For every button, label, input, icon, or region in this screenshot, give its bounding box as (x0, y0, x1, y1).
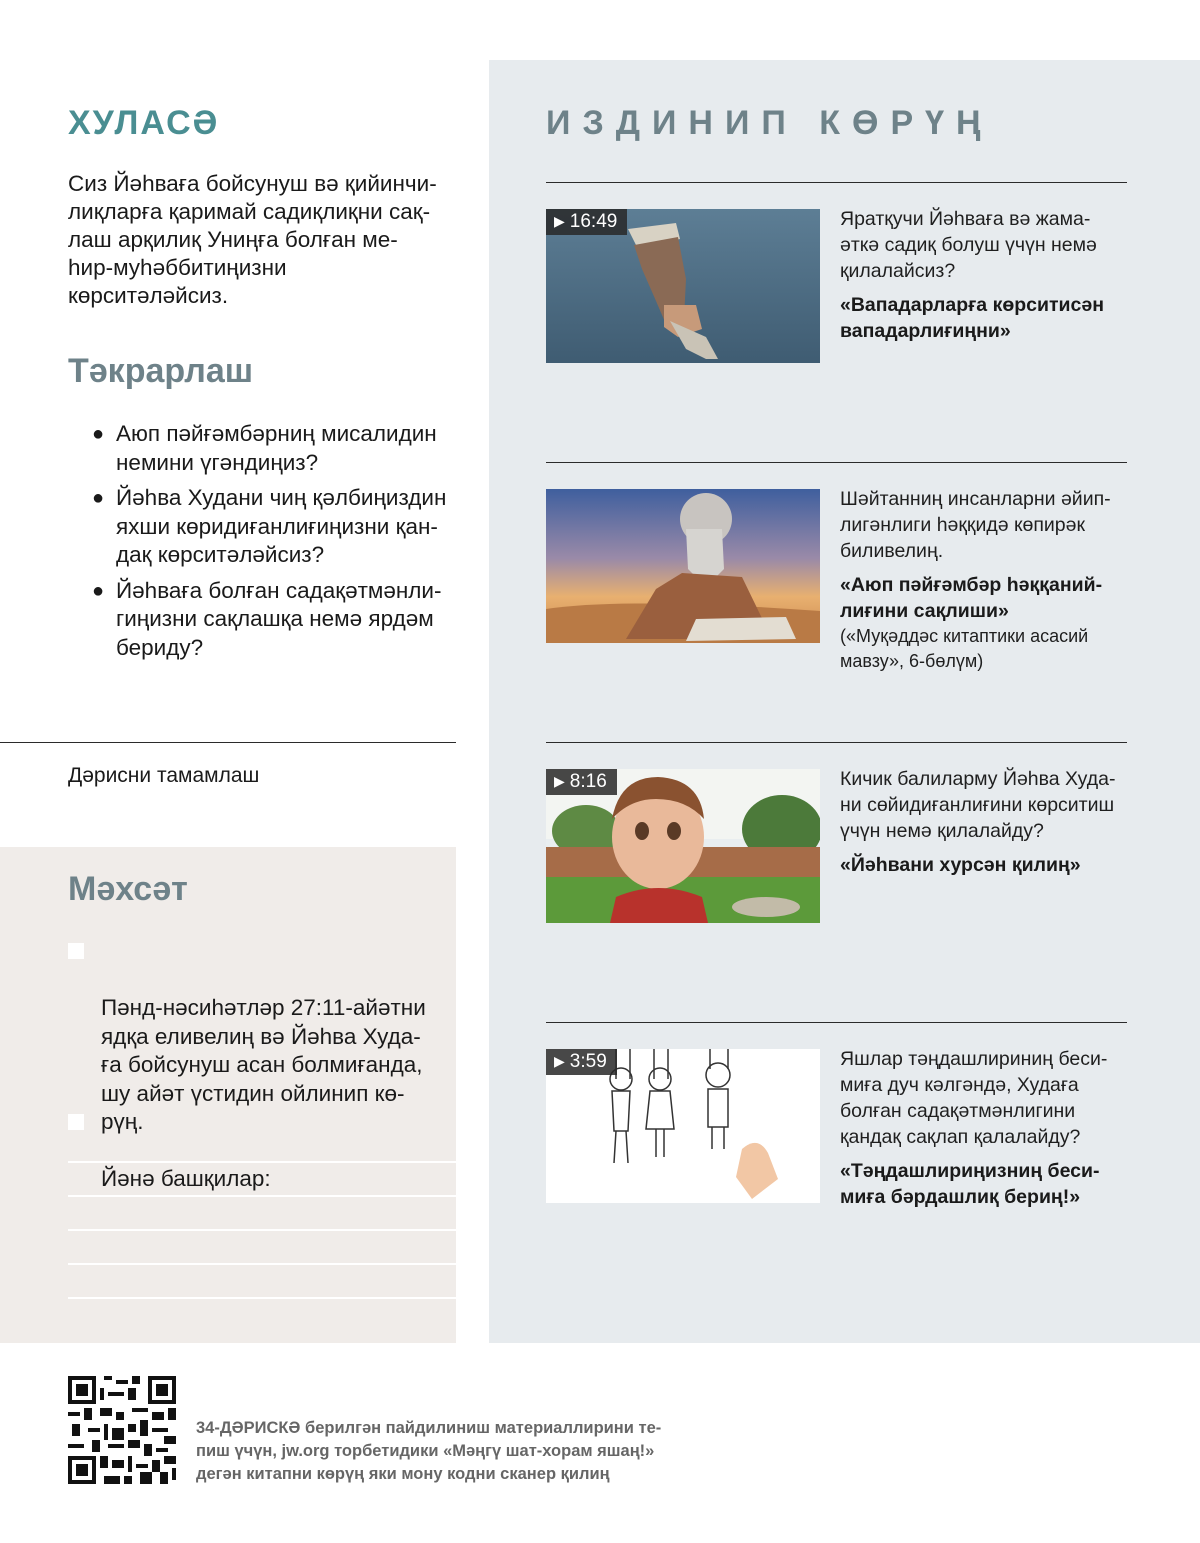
play-icon: ▶ (554, 773, 565, 789)
video-thumbnail[interactable] (546, 1049, 820, 1203)
summary-text: Сиз Йәһваға бойсунуш вә қийинчи- лиқларға қаримай садиқлиқни сақ- лаш арқилиқ Униңға болған ме- һир-муһәббитиңизни көрситәләйсиз. (68, 171, 437, 308)
video-title-link[interactable]: «Йәһвани хурсән қилиң» (840, 854, 1081, 876)
job-illustration (546, 489, 820, 643)
review-item-text: Аюп пәйғәмбәрниң мисалидин немини үгәндиңиз? (116, 421, 437, 475)
divider (546, 1022, 1127, 1023)
review-item (92, 577, 462, 663)
review-item-text: Йәһва Худани чиң қәлбиңиздин яхши көридиғанлиғиңизни қан- дақ көрситәләйсиз? (116, 485, 447, 567)
bullet-icon: ● (92, 423, 105, 445)
video-description (840, 206, 1130, 344)
video-description (840, 1046, 1130, 1210)
goal-title: Мәхсәт (68, 870, 188, 908)
video-description (840, 486, 1130, 674)
divider (546, 462, 1127, 463)
play-icon: ▶ (554, 1053, 565, 1069)
checkbox-icon[interactable] (68, 1114, 84, 1130)
footer-text: 34-ДӘРИСКӘ берилгән пайдилиниш материаллирини те- пиш үчүн, jw.org торбетидики «Мәңгү шат-хорам яшаң!» дегән китапни көрүң яки мону кодни сканер қилиң (196, 1419, 662, 1483)
summary-title: ХУЛАСӘ (68, 104, 220, 142)
complete-lesson-label: Дәрисни тамамлаш (68, 764, 260, 787)
review-list (92, 420, 462, 669)
video-title-link[interactable]: «Вападарларға көрситисән вападарлиғиңни» (840, 294, 1104, 342)
writing-line[interactable] (68, 1297, 456, 1299)
bullet-icon: ● (92, 579, 105, 602)
video-thumbnail[interactable] (546, 489, 820, 643)
explore-title: ИЗДИНИП КӨРҮҢ (546, 104, 993, 142)
divider (546, 182, 1127, 183)
writing-line[interactable] (68, 1229, 456, 1231)
goal-item-text: Пәнд-нәсиһәтләр 27:11-айәтни ядқа еливелиң вә Йәһва Худа- ға бойсунуш асан болмиғанда, шу айәт үстидин ойлинип кө- рүң. (101, 995, 426, 1134)
review-title: Тәкрарлаш (68, 352, 254, 390)
video-duration: ▶ 8:16 (546, 769, 617, 795)
review-item-text: Йәһваға болған садақәтмәнли- гиңизни сақлашқа немә ярдәм бериду? (116, 577, 442, 660)
video-duration: ▶ 16:49 (546, 209, 627, 235)
qr-code-icon[interactable] (68, 1376, 176, 1484)
divider (0, 742, 456, 743)
video-question: Шәйтанниң инсанларни әйип- лигәнлиги һәққидә көпирәк биливелиң. (840, 488, 1111, 562)
writing-line[interactable] (68, 1195, 456, 1197)
goal-item[interactable] (68, 1108, 448, 1222)
goal-item-text: Йәнә башқилар: (101, 1166, 271, 1191)
video-question: Яратқучи Йәһваға вә жама- әткә садиқ болуш үчүн немә қилалайсиз? (840, 208, 1097, 282)
divider (546, 742, 1127, 743)
video-question: Кичик балиларму Йәһва Худа- ни сөйидиғанлиғини көрситиш үчүн немә қилалайду? (840, 768, 1116, 842)
bullet-icon: ● (92, 487, 105, 509)
video-duration: ▶ 3:59 (546, 1049, 617, 1075)
video-description (840, 766, 1130, 878)
video-thumbnail[interactable] (546, 209, 820, 363)
review-item (92, 484, 462, 570)
writing-line[interactable] (68, 1161, 456, 1163)
video-title-link[interactable]: «Аюп пәйғәмбәр һәққаний- лиғини сақлиши» (840, 574, 1103, 622)
play-icon: ▶ (554, 213, 565, 229)
video-thumbnail[interactable] (546, 769, 820, 923)
video-source: («Муқәддәс китаптики асасий мавзу», 6-бөлүм) (840, 626, 1089, 671)
review-item (92, 420, 462, 477)
writing-line[interactable] (68, 1263, 456, 1265)
video-question: Яшлар тәңдашлириниң беси- миға дуч кәлгәндә, Худаға болған садақәтмәнлигини қандақ сақлап қалалайду? (840, 1048, 1108, 1148)
video-title-link[interactable]: «Тәңдашлириңизниң беси- миға бәрдашлиқ бериң!» (840, 1160, 1100, 1208)
checkbox-icon[interactable] (68, 943, 84, 959)
